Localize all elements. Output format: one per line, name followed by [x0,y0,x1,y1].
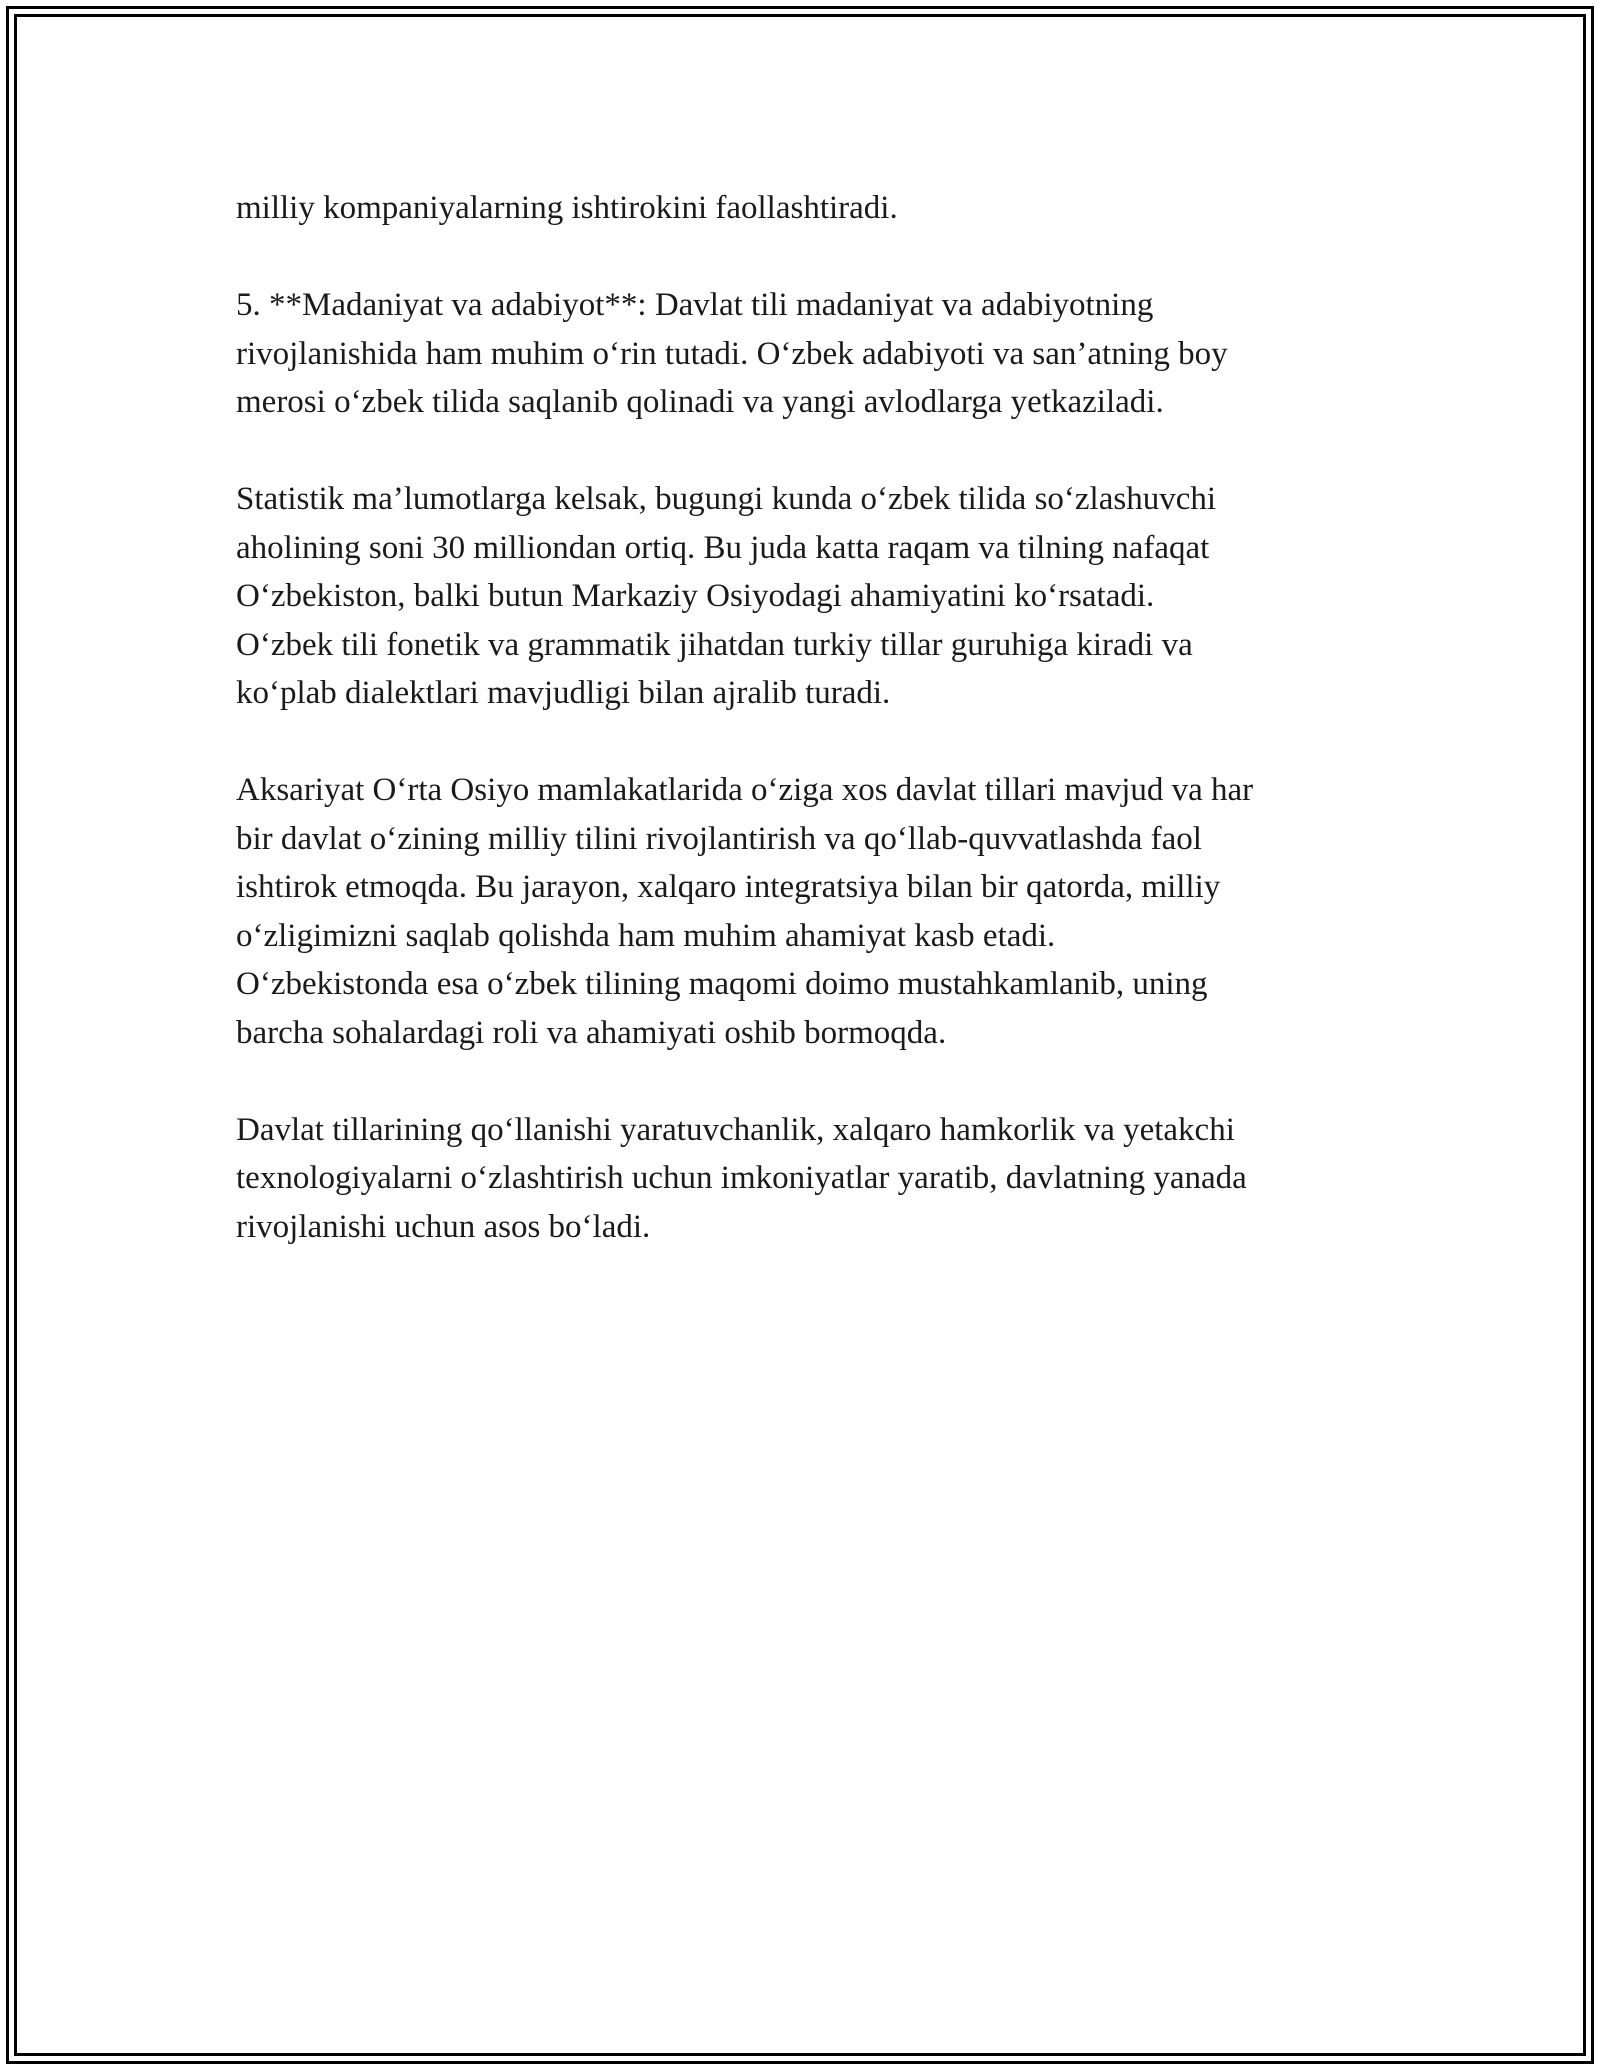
text-line: bir davlat o‘zining milliy tilini rivojlantirish va qo‘llab-quvvatlashda faol [236,820,1202,857]
paragraph [236,1106,1396,1252]
text-line: Statistik ma’lumotlarga kelsak, bugungi kunda o‘zbek tilida so‘zlashuvchi [236,481,1217,517]
text-line: milliy kompaniyalarning ishtirokini faollashtiradi. [236,190,898,226]
text-line: O‘zbekiston, balki butun Markaziy Osiyodagi ahamiyatini ko‘rsatadi. [236,578,1155,614]
text-line: ishtirok etmoqda. Bu jarayon, xalqaro integratsiya bilan bir qatorda, milliy [236,869,1221,905]
text-line: O‘zbek tili fonetik va grammatik jihatdan turkiy tillar guruhiga kiradi va [236,626,1193,663]
paragraph [236,184,1396,233]
text-line: rivojlanishi uchun asos bo‘ladi. [236,1208,651,1245]
text-line: ko‘plab dialektlari mavjudligi bilan ajralib turadi. [236,675,891,711]
paragraph [236,766,1396,1057]
paragraph [236,281,1396,427]
text-line: merosi o‘zbek tilida saqlanib qolinadi va yangi avlodlarga yetkaziladi. [236,384,1164,420]
text-line: Davlat tillarining qo‘llanishi yaratuvchanlik, xalqaro hamkorlik va yetakchi [236,1111,1235,1148]
text-line: o‘zligimizni saqlab qolishda ham muhim ahamiyat kasb etadi. [236,917,1056,954]
text-line: Aksariyat O‘rta Osiyo mamlakatlarida o‘ziga xos davlat tillari mavjud va har [236,772,1254,808]
document-body [236,184,1396,1300]
text-line: texnologiyalarni o‘zlashtirish uchun imkoniyatlar yaratib, davlatning yanada [236,1160,1247,1196]
text-line: rivojlanishida ham muhim o‘rin tutadi. O‘zbek adabiyoti va san’atning boy [236,335,1228,372]
paragraph [236,475,1396,718]
text-line: aholining soni 30 milliondan ortiq. Bu juda katta raqam va tilning nafaqat [236,529,1210,566]
text-line: 5. **Madaniyat va adabiyot**: Davlat tili madaniyat va adabiyotning [236,287,1154,323]
text-line: barcha sohalardagi roli va ahamiyati oshib bormoqda. [236,1014,947,1051]
text-line: O‘zbekistonda esa o‘zbek tilining maqomi doimo mustahkamlanib, uning [236,966,1208,1002]
